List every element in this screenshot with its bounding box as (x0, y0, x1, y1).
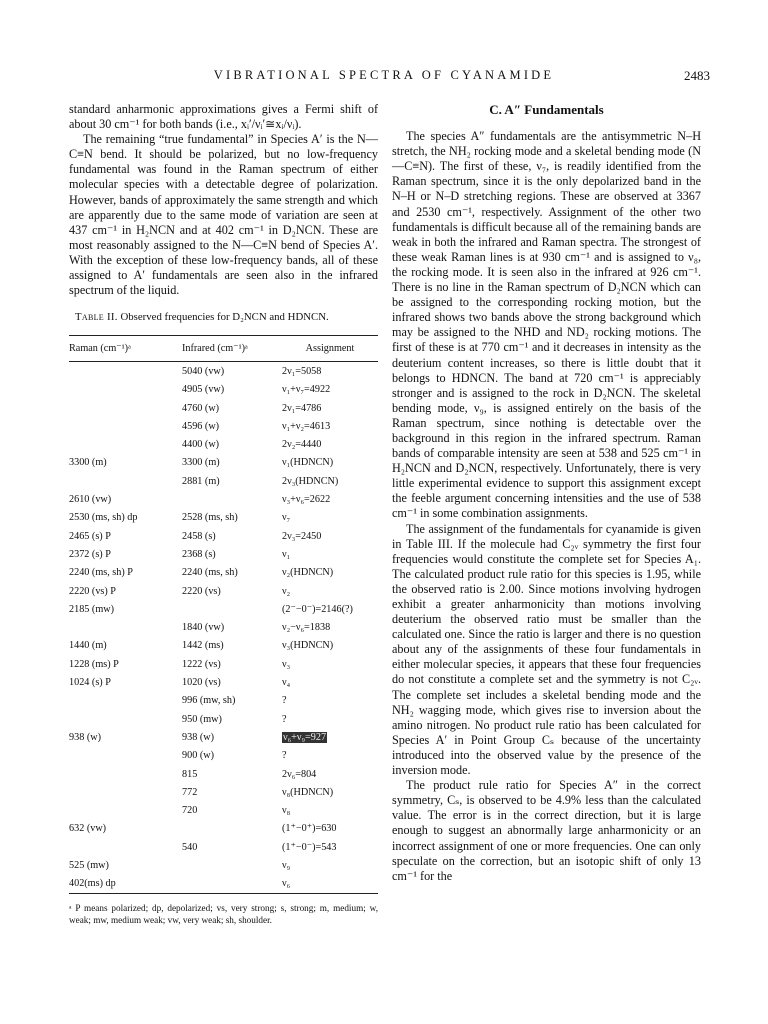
table-caption (69, 310, 378, 325)
assignment-cell: ν₈(HDNCN) (282, 786, 334, 798)
header-raman: Raman (cm⁻¹)ᵃ (69, 343, 131, 355)
raman-cell: 2465 (s) P (69, 530, 111, 542)
infrared-cell: 5040 (vw) (182, 366, 225, 377)
table-row (69, 802, 378, 820)
table-row (69, 783, 378, 801)
infrared-cell (182, 875, 282, 894)
header-infrared: Infrared (cm⁻¹)ᵃ (182, 343, 248, 355)
assignment-cell: ν₉ (282, 860, 291, 872)
assignment-cell: ν₂−ν₆=1838 (282, 622, 331, 634)
table-row (69, 728, 378, 746)
infrared-cell: 938 (w) (182, 731, 214, 743)
table-row (69, 875, 378, 894)
raman-cell (69, 381, 182, 399)
infrared-cell: 2220 (vs) (182, 585, 221, 597)
assignment-cell (282, 728, 378, 746)
section-heading: C. A″ Fundamentals (489, 102, 604, 117)
assignment-cell: ν₃(HDNCN) (282, 640, 334, 652)
running-title: VIBRATIONAL SPECTRA OF CYANAMIDE (213, 68, 555, 82)
table-row (69, 399, 378, 417)
raman-cell (69, 765, 182, 783)
infrared-cell: 815 (182, 768, 198, 780)
table-row (69, 509, 378, 527)
raman-cell: 525 (mw) (69, 860, 109, 872)
infrared-cell: 1222 (vs) (182, 658, 221, 670)
infrared-cell: 4905 (vw) (182, 384, 225, 396)
assignment-cell: 2ν₃(HDNCN) (282, 475, 339, 487)
body-paragraph: The assignment of the fundamentals for cyanamide is given in Table III. If the molecule had C₂ᵥ symmetry the first four frequencies would constitute the complete set for Species A₁. The calculated product rule ratio for this species is 1.95, while the observed ratio is 2.00. Since motions involving hydrogen exhibit a greater anharmonicity than motions involving deuterium the observed ratio must be smaller than the calculated one. Since the ratio is larger and there is no question about any of the assignments of these four fundamentals in either molecular species, it appears that these four frequencies do not constitute a complete set and the symmetry is not C₂ᵥ. The complete set includes a skeletal bending mode and the NH₂ wagging mode, which gives rise to inversion about the amino nitrogen. No product rule ratio has been calculated for Species A′ in Point Group Cₛ because of the uncertainty introduced into the observed value by the presence of the inversion mode. (392, 521, 701, 778)
raman-cell: 2610 (vw) (69, 494, 112, 506)
infrared-cell: 4760 (w) (182, 402, 220, 414)
table-label: Table II. (75, 311, 118, 324)
infrared-cell: 1442 (ms) (182, 640, 224, 652)
table-row (69, 545, 378, 563)
assignment-cell: ? (282, 695, 287, 707)
assignment-cell: ν₁+ν₇=4922 (282, 384, 331, 396)
table-row (69, 362, 378, 381)
raman-cell: 402(ms) dp (69, 875, 182, 894)
assignment-cell: (2⁻−0⁻)=2146(?) (282, 603, 353, 615)
table-row (69, 820, 378, 838)
raman-cell (69, 710, 182, 728)
table-row (69, 637, 378, 655)
assignment-cell: ν₈ (282, 805, 291, 817)
table-row (69, 582, 378, 600)
right-column (392, 102, 701, 884)
infrared-cell: 2240 (ms, sh) (182, 567, 238, 579)
highlighted-assignment: ν₆+ν₉=927 (283, 731, 327, 743)
table-row (69, 856, 378, 874)
table-row (69, 381, 378, 399)
assignment-cell: 2ν₁=4786 (282, 402, 322, 414)
infrared-cell: 720 (182, 805, 198, 817)
infrared-cell: 4596 (w) (182, 420, 220, 432)
table-row (69, 747, 378, 765)
infrared-cell (182, 490, 282, 508)
assignment-cell: ν₁ (282, 548, 291, 560)
assignment-cell: ν₆ (282, 875, 378, 894)
assignment-cell: 2ν₂=4440 (282, 439, 322, 451)
infrared-cell: 950 (mw) (182, 713, 222, 725)
infrared-cell: 1020 (vs) (182, 677, 221, 689)
infrared-cell (182, 820, 282, 838)
page-header (0, 68, 768, 88)
assignment-cell: ν₄ (282, 677, 291, 689)
table-row (69, 838, 378, 856)
infrared-cell: 4400 (w) (182, 439, 220, 451)
assignment-cell: ν₂(HDNCN) (282, 567, 334, 579)
raman-cell: 2530 (ms, sh) dp (69, 512, 138, 524)
table-row (69, 564, 378, 582)
infrared-cell: 2368 (s) (182, 548, 216, 560)
raman-cell (69, 747, 182, 765)
assignment-cell: (1⁺−0⁻)=543 (282, 841, 337, 853)
assignment-cell: 2ν₃=2450 (282, 530, 322, 542)
left-column (69, 102, 378, 926)
body-paragraph: standard anharmonic approximations gives a Fermi shift of about 30 cm⁻¹ for both bands (i.e., xᵢ′/νᵢ′≅xᵢ/νᵢ). (69, 102, 378, 132)
raman-cell: 1024 (s) P (69, 677, 111, 689)
raman-cell (69, 783, 182, 801)
raman-cell: 938 (w) (69, 731, 101, 743)
raman-cell: 1440 (m) (69, 640, 107, 652)
table-body (69, 362, 378, 894)
table-header-row (69, 336, 378, 362)
raman-cell (69, 472, 182, 490)
assignment-cell: (1⁺−0⁺)=630 (282, 823, 337, 835)
assignment-cell: ν₁(HDNCN) (282, 457, 334, 469)
table-row (69, 527, 378, 545)
table-row (69, 655, 378, 673)
body-paragraph: The remaining “true fundamental” in Species A′ is the N—C≡N bend. It should be polarized, but no low-frequency fundamental was found in the Raman spectrum of either molecular species with a detectable degree of polarization. However, bands of approximately the same strength and which are apparently due to the same mode of variation are seen at 437 cm⁻¹ in H₂NCN and at 402 cm⁻¹ in D₂NCN. These are most reasonably assigned to the N—C≡N bend of Species A′. With the exception of these low-frequency bands, all of these assigned to A′ fundamentals are seen also in the infrared spectrum of the liquid. (69, 132, 378, 298)
infrared-cell: 772 (182, 786, 198, 798)
raman-cell (69, 619, 182, 637)
table-row (69, 454, 378, 472)
table-row (69, 600, 378, 618)
body-paragraph: The species A″ fundamentals are the antisymmetric N–H stretch, the NH₂ rocking mode and a skeletal bending mode (N—C≡N). The first of these, ν₇, is readily identified from the Raman spectrum, since it is the only depolarized band in the N–H or N–D stretching regions. These are observed at 3367 and 2530 cm⁻¹, respectively. Assignment of the other two fundamentals is difficult because all of the remaining bands are weak in both the infrared and Raman spectra. The strongest of these weak Raman lines is at 930 cm⁻¹ and is assigned to ν₈, the rocking mode. It is seen also in the infrared at 926 cm⁻¹. There is no line in the Raman spectrum of D₂NCN which can be assigned to the corresponding rocking motion, but the infrared shows two bands above the strong background which may be assigned to the NHD and ND₂ rocking motions. The first of these is at 770 cm⁻¹ and it decreases in intensity as the deuterium content increases, so there is little doubt that it belongs to HDNCN. The band at 720 cm⁻¹ is appreciably stronger and is assigned to the rock in D₂NCN. The skeletal bending mode, ν₉, is assigned entirely on the basis of the Raman spectrum, since nothing is detectable over the background in this region in the infrared spectrum. Raman bands of comparable intensity are seen at 538 and 525 cm⁻¹ in H₂NCN and D₂NCN, respectively. Unfortunately, there is very little experimental evidence to support this assignment except the feeble argument concerning intensities and the use of 538 cm⁻¹ in some combination assignments. (392, 129, 701, 521)
infrared-cell: 2881 (m) (182, 475, 220, 487)
raman-cell: 1228 (ms) P (69, 658, 119, 670)
table-row (69, 673, 378, 691)
raman-cell (69, 417, 182, 435)
infrared-cell: 2458 (s) (182, 530, 216, 542)
body-paragraph: The product rule ratio for Species A″ in the correct symmetry, Cₛ, is observed to be 4.9% less than the calculated value. The error is in the correct direction, but it is large enough to suggest an abnormally large anharmonicity or an incorrect assignment of one or more frequencies. One can only speculate on the correction, but an isotopic shift of only 13 cm⁻¹ for the (392, 778, 701, 883)
raman-cell: 632 (vw) (69, 823, 107, 835)
raman-cell (69, 692, 182, 710)
raman-cell (69, 838, 182, 856)
raman-cell (69, 362, 182, 381)
infrared-cell (182, 856, 282, 874)
header-assignment: Assignment (305, 343, 355, 355)
frequency-table (69, 335, 378, 894)
table-row (69, 765, 378, 783)
table-title: Observed frequencies for D₂NCN and HDNCN. (120, 311, 329, 324)
table-row (69, 692, 378, 710)
infrared-cell: 3300 (m) (182, 457, 220, 469)
assignment-cell: 2ν₁=5058 (282, 366, 322, 377)
table-row (69, 417, 378, 435)
table-row (69, 472, 378, 490)
table-row (69, 490, 378, 508)
raman-cell (69, 436, 182, 454)
assignment-cell: ν₂ (282, 585, 291, 597)
raman-cell: 3300 (m) (69, 457, 107, 469)
table-row (69, 436, 378, 454)
infrared-cell: 900 (w) (182, 750, 214, 762)
raman-cell: 2240 (ms, sh) P (69, 567, 133, 579)
raman-cell: 2220 (vs) P (69, 585, 116, 597)
raman-cell (69, 802, 182, 820)
assignment-cell: ν₃+ν₆=2622 (282, 494, 331, 506)
table-footnote: ᵃ P means polarized; dp, depolarized; vs, very strong; s, strong; m, medium; w, weak; mw, medium weak; vw, very weak; sh, shoulder. (69, 903, 378, 926)
assignment-cell: ν₇ (282, 512, 291, 524)
infrared-cell (182, 600, 282, 618)
infrared-cell: 996 (mw, sh) (182, 695, 236, 707)
infrared-cell: 2528 (ms, sh) (182, 512, 238, 524)
raman-cell: 2372 (s) P (69, 548, 111, 560)
page-number: 2483 (684, 68, 710, 83)
raman-cell (69, 399, 182, 417)
assignment-cell: 2ν₆=804 (282, 768, 317, 780)
assignment-cell: ? (282, 750, 287, 762)
infrared-cell: 1840 (vw) (182, 622, 225, 634)
table-row (69, 619, 378, 637)
assignment-cell: ? (282, 713, 287, 725)
raman-cell: 2185 (mw) (69, 603, 114, 615)
table-row (69, 710, 378, 728)
assignment-cell: ν₁+ν₂=4613 (282, 420, 331, 432)
assignment-cell: ν₃ (282, 658, 291, 670)
infrared-cell: 540 (182, 841, 198, 853)
